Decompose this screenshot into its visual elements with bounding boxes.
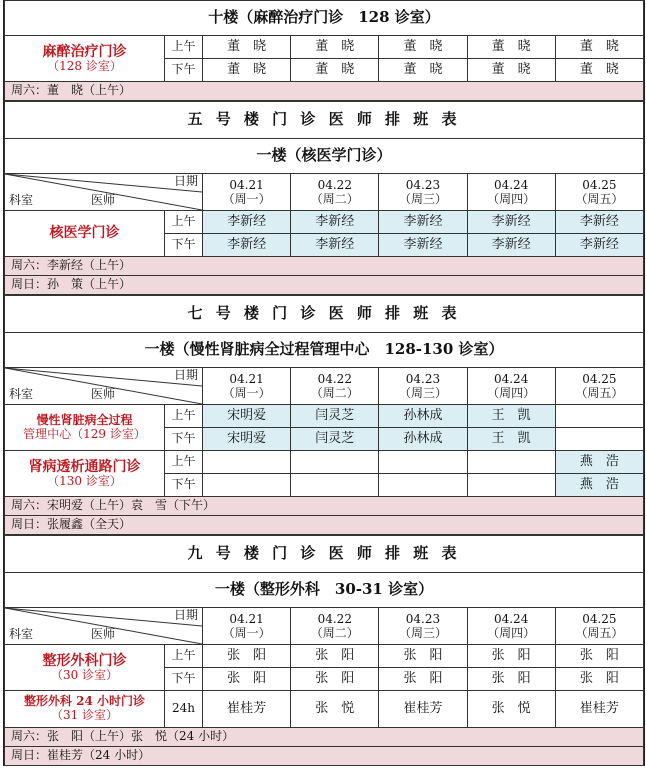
weekday: （周四） (487, 386, 536, 400)
doctor-cell: 李新经 (555, 234, 643, 257)
doctor-cell: 张 悦 (467, 691, 555, 728)
building7-title: 七 号 楼 门 诊 医 师 排 班 表 (5, 296, 644, 333)
dept2-line1: 肾病透析通路门诊 (28, 458, 141, 475)
doctor-cell: 董 晓 (379, 36, 467, 59)
date-header (467, 368, 555, 405)
doctor-cell: 崔桂芳 (203, 691, 291, 728)
floor10-dept-room: （128 诊室） (47, 58, 122, 73)
date: 04.23 (405, 371, 441, 386)
sunday-note: 周日：崔桂芳（24 小时） (5, 747, 644, 766)
dept2-name: 整形外科 24 小时门诊 (23, 694, 146, 709)
building9-table (4, 535, 644, 766)
weekday: （周二） (310, 386, 359, 400)
date: 04.24 (493, 177, 529, 192)
corner-date: 日期 (173, 608, 198, 622)
date-header (379, 174, 467, 211)
weekday: （周五） (575, 626, 624, 640)
saturday-note: 周六：张 阳（上午）张 悦（24 小时） (5, 728, 644, 747)
building9-title: 九 号 楼 门 诊 医 师 排 班 表 (5, 536, 644, 573)
weekday: （周二） (310, 626, 359, 640)
building9-dept1 (5, 645, 165, 691)
doctor-cell (467, 451, 555, 474)
doctor-cell: 李新经 (203, 234, 291, 257)
dept2-room: （31 诊室） (50, 708, 119, 722)
date-header (467, 608, 555, 645)
building5-floor-header: 一楼（核医学门诊） (5, 139, 644, 174)
doctor-cell: 闫灵芝 (291, 428, 379, 451)
corner-dept: 科室 (9, 193, 34, 208)
am-label: 上午 (165, 645, 203, 668)
date-header (203, 174, 291, 211)
date-header (379, 368, 467, 405)
building5-dept-name: 核医学门诊 (5, 211, 165, 257)
doctor-cell: 张 阳 (203, 668, 291, 691)
doctor-cell: 李新经 (379, 211, 467, 234)
doctor-cell: 董 晓 (203, 59, 291, 82)
date: 04.25 (582, 611, 617, 626)
doctor-cell: 李新经 (291, 234, 379, 257)
am-label: 上午 (165, 451, 203, 474)
dept1-line1: 慢性肾脏病全过程 (36, 412, 133, 427)
am-label: 上午 (165, 405, 203, 428)
weekday: （周三） (398, 386, 447, 400)
date: 04.22 (317, 371, 352, 386)
date-header (291, 174, 379, 211)
weekday: （周五） (575, 386, 624, 400)
dept2-line2: （130 诊室） (47, 473, 122, 488)
date-header (555, 608, 643, 645)
floor10-dept (5, 36, 165, 82)
doctor-cell: 王 凯 (467, 405, 555, 428)
doctor-cell: 李新经 (379, 234, 467, 257)
doctor-cell: 董 晓 (291, 59, 379, 82)
weekday: （周一） (222, 626, 271, 640)
doctor-cell (379, 451, 467, 474)
corner-date: 日期 (173, 174, 198, 188)
doctor-cell: 李新经 (291, 211, 379, 234)
corner-date: 日期 (173, 368, 198, 382)
weekday: （周四） (487, 626, 536, 640)
saturday-note: 周六：宋明爱（上午）袁 雪（下午） (5, 497, 644, 516)
doctor-cell (203, 474, 291, 497)
weekday: （周二） (310, 192, 359, 206)
doctor-cell: 李新经 (555, 211, 643, 234)
doctor-cell: 孙林成 (379, 428, 467, 451)
pm-label: 下午 (165, 668, 203, 691)
floor10-header: 十楼（麻醉治疗门诊 128 诊室） (5, 1, 644, 36)
corner-dept: 科室 (9, 627, 34, 642)
doctor-cell: 董 晓 (555, 36, 643, 59)
date-header (467, 174, 555, 211)
doctor-cell (203, 451, 291, 474)
date: 04.24 (493, 611, 529, 626)
doctor-cell (291, 474, 379, 497)
date: 04.23 (405, 177, 441, 192)
doctor-cell: 张 阳 (555, 645, 643, 668)
am-label: 上午 (165, 36, 203, 59)
doctor-cell: 燕 浩 (555, 474, 643, 497)
doctor-cell: 张 阳 (291, 668, 379, 691)
doctor-cell: 李新经 (467, 234, 555, 257)
date-header (555, 368, 643, 405)
date-header (203, 608, 291, 645)
doctor-cell: 张 阳 (203, 645, 291, 668)
building9-dept2 (5, 691, 165, 728)
doctor-cell: 燕 浩 (555, 451, 643, 474)
weekday: （周三） (398, 192, 447, 206)
doctor-cell: 宋明爱 (203, 428, 291, 451)
pm-label: 下午 (165, 428, 203, 451)
am-label: 上午 (165, 211, 203, 234)
doctor-cell: 宋明爱 (203, 405, 291, 428)
doctor-cell: 张 阳 (291, 645, 379, 668)
h24-label: 24h (165, 691, 203, 728)
date-header (291, 368, 379, 405)
date: 04.22 (317, 177, 352, 192)
date: 04.24 (493, 371, 529, 386)
corner-doctor: 医师 (91, 193, 116, 208)
doctor-cell (379, 474, 467, 497)
doctor-cell: 李新经 (467, 211, 555, 234)
date: 04.22 (317, 611, 352, 626)
date: 04.21 (229, 177, 264, 192)
doctor-cell: 孙林成 (379, 405, 467, 428)
doctor-cell: 崔桂芳 (555, 691, 643, 728)
doctor-cell (555, 428, 643, 451)
doctor-cell: 张 阳 (555, 668, 643, 691)
date: 04.21 (229, 611, 264, 626)
date-header (203, 368, 291, 405)
building5-table (4, 101, 644, 295)
doctor-cell: 董 晓 (203, 36, 291, 59)
doctor-cell: 董 晓 (379, 59, 467, 82)
doctor-cell: 张 阳 (379, 645, 467, 668)
pm-label: 下午 (165, 59, 203, 82)
weekday: （周一） (222, 386, 271, 400)
doctor-cell: 王 凯 (467, 428, 555, 451)
doctor-cell: 张 悦 (291, 691, 379, 728)
doctor-cell (291, 451, 379, 474)
date-header (379, 608, 467, 645)
date: 04.25 (582, 371, 617, 386)
weekday: （周一） (222, 192, 271, 206)
doctor-cell: 闫灵芝 (291, 405, 379, 428)
sunday-note: 周日：张履鑫（全天） (5, 516, 644, 535)
doctor-cell (555, 405, 643, 428)
dept1-room: （30 诊室） (50, 667, 119, 682)
weekday: （周四） (487, 192, 536, 206)
floor10-dept-name: 麻醉治疗门诊 (42, 43, 127, 60)
weekday: （周三） (398, 626, 447, 640)
building7-dept2 (5, 451, 165, 497)
doctor-cell: 李新经 (203, 211, 291, 234)
doctor-cell: 董 晓 (291, 36, 379, 59)
doctor-cell: 张 阳 (467, 668, 555, 691)
building7-floor-header: 一楼（慢性肾脏病全过程管理中心 128-130 诊室） (5, 333, 644, 368)
weekday: （周五） (575, 192, 624, 206)
corner-header (5, 368, 203, 405)
schedule-sheet (3, 0, 645, 766)
building9-floor-header: 一楼（整形外科 30-31 诊室） (5, 573, 644, 608)
saturday-note: 周六：董 晓（上午） (5, 82, 644, 101)
dept1-line2: 管理中心（129 诊室） (23, 426, 146, 441)
sunday-note: 周日：孙 策（上午） (5, 276, 644, 295)
doctor-cell: 张 阳 (379, 668, 467, 691)
saturday-note: 周六：李新经（上午） (5, 257, 644, 276)
doctor-cell: 董 晓 (555, 59, 643, 82)
doctor-cell: 董 晓 (467, 36, 555, 59)
pm-label: 下午 (165, 234, 203, 257)
corner-doctor: 医师 (91, 627, 116, 642)
date-header (555, 174, 643, 211)
doctor-cell: 崔桂芳 (379, 691, 467, 728)
date-header (291, 608, 379, 645)
floor10-table (4, 0, 644, 101)
doctor-cell: 张 阳 (467, 645, 555, 668)
date: 04.25 (582, 177, 617, 192)
dept1-name: 整形外科门诊 (42, 652, 127, 669)
building5-title: 五 号 楼 门 诊 医 师 排 班 表 (5, 102, 644, 139)
date: 04.23 (405, 611, 441, 626)
doctor-cell (467, 474, 555, 497)
building7-dept1 (5, 405, 165, 451)
pm-label: 下午 (165, 474, 203, 497)
corner-doctor: 医师 (91, 387, 116, 402)
corner-dept: 科室 (9, 387, 34, 402)
corner-header (5, 608, 203, 645)
building7-table (4, 295, 644, 535)
doctor-cell: 董 晓 (467, 59, 555, 82)
corner-header (5, 174, 203, 211)
date: 04.21 (229, 371, 264, 386)
